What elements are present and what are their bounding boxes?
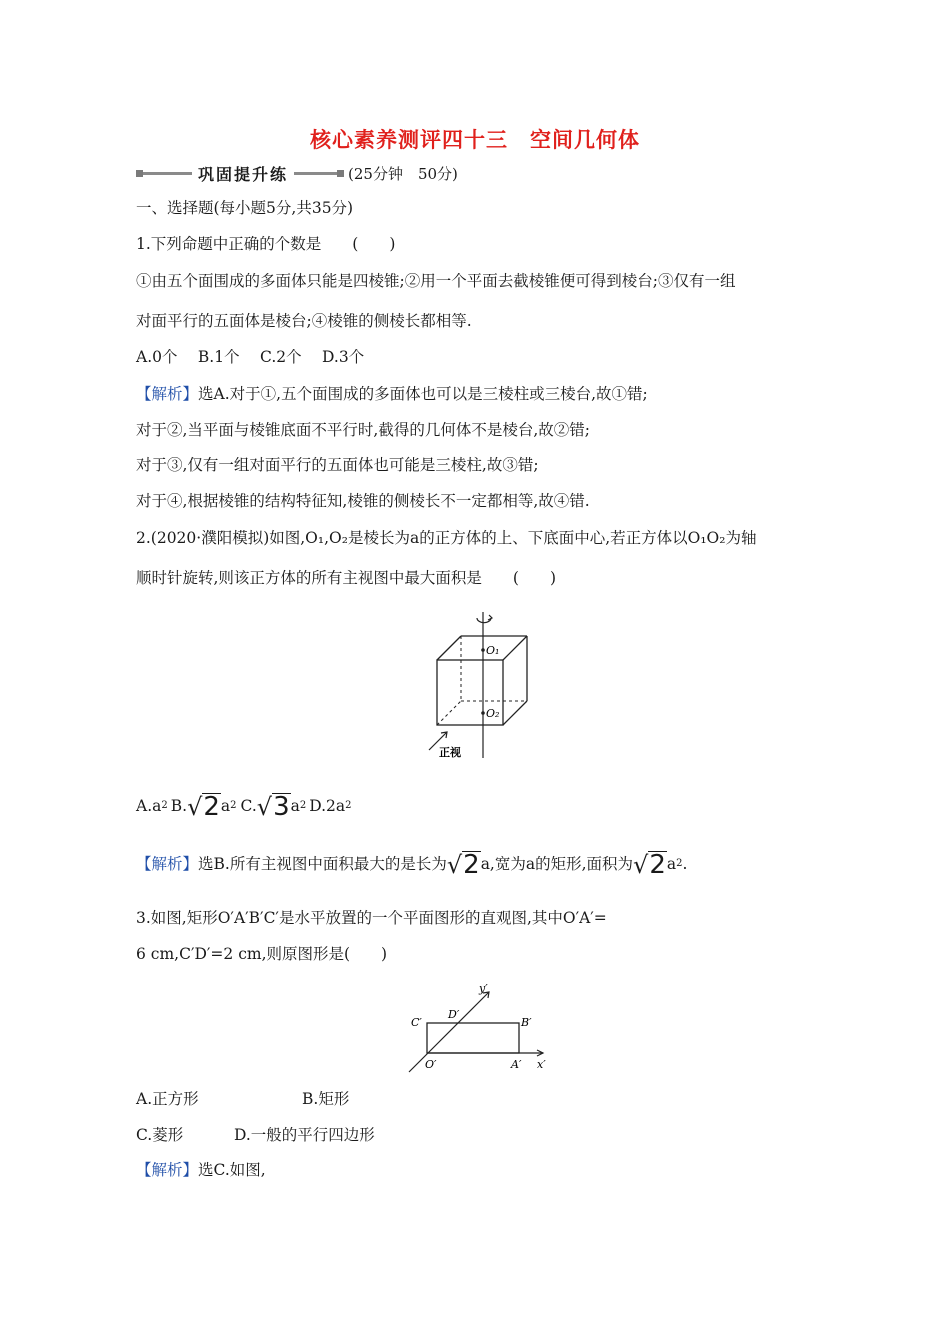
q3-jiexi-tag: 【解析】 — [136, 1161, 199, 1179]
q2-option-a-exp: 2 — [161, 800, 168, 811]
q2-jiexi-tag: 【解析】 — [136, 855, 199, 873]
b-label: B′ — [521, 1016, 532, 1029]
q3-stem-line2: 6 cm,C′D′=2 cm,则原图形是( ) — [136, 945, 388, 963]
q2-options: A.a 2 B. √ 2 a 2 C. √ 3 a 2 D.2a 2 — [136, 791, 352, 822]
y-axis — [409, 992, 489, 1072]
q3-options-row2 — [136, 1125, 375, 1145]
q1-answer-line3: 对于③,仅有一组对面平行的五面体也可能是三棱柱,故③错; — [136, 456, 539, 474]
q3-option-c: C.菱形 — [136, 1126, 184, 1144]
banner-left-bar — [136, 172, 192, 175]
o2-label: O₂ — [486, 707, 500, 720]
rotation-arrow-icon — [477, 618, 491, 623]
d-label: D′ — [448, 1008, 460, 1021]
y-label: y′ — [479, 982, 488, 995]
q2-answer-mid: a,宽为a的矩形,面积为 — [480, 855, 634, 873]
oblique-rectangle-figure — [405, 980, 555, 1075]
banner-time: (25分钟 50分) — [348, 164, 458, 183]
q2-answer-end: a — [666, 855, 677, 873]
q3-option-d: D.一般的平行四边形 — [234, 1126, 375, 1144]
q3-option-b: B.矩形 — [302, 1090, 350, 1108]
a-label: A′ — [511, 1058, 522, 1071]
banner-right-bar — [294, 172, 344, 175]
q2-option-b-a: a — [220, 797, 231, 815]
q2-answer-pre: 选B.所有主视图中面积最大的是长为 — [198, 855, 447, 873]
q3-answer-text: 选C.如图, — [198, 1161, 266, 1179]
q1-answer-line4: 对于④,根据棱锥的结构特征知,棱锥的侧棱长不一定都相等,故④错. — [136, 492, 590, 510]
sqrt2-b: √ 2 — [187, 791, 220, 822]
q2-answer: 【解析】 选B.所有主视图中面积最大的是长为 √ 2 a,宽为a的矩形,面积为 √ 2 a 2 . — [136, 849, 688, 880]
q3-options-row1 — [136, 1089, 350, 1109]
q2-stem-line1: 2.(2020·濮阳模拟)如图,O₁,O₂是棱长为a的正方体的上、下底面中心,若正方体以O₁O₂为轴 — [136, 529, 757, 547]
q1-answer-line1 — [136, 384, 648, 404]
q3-option-a: A.正方形 — [136, 1090, 199, 1108]
section-banner — [136, 162, 458, 184]
o-label: O′ — [425, 1058, 437, 1071]
q3-stem-line1: 3.如图,矩形O′A′B′C′是水平放置的一个平面图形的直观图,其中O′A′= — [136, 909, 607, 927]
front-view-label: 正视 — [439, 746, 461, 759]
sqrt2-ans1: √ 2 — [446, 849, 480, 880]
q1-options: A.0个 B.1个 C.2个 D.3个 — [136, 348, 365, 366]
q2-option-a: A.a — [136, 797, 162, 815]
q1-answer-line2: 对于②,当平面与棱锥底面不平行时,截得的几何体不是棱台,故②错; — [136, 421, 591, 439]
o1-label: O₁ — [486, 644, 500, 657]
c-label: C′ — [411, 1016, 422, 1029]
q1-body-line2: 对面平行的五面体是棱台;④棱锥的侧棱长都相等. — [136, 312, 472, 330]
x-label: x′ — [537, 1058, 546, 1071]
sqrt2-ans2: √ 2 — [633, 849, 666, 880]
q1-body-line1: ①由五个面围成的多面体只能是四棱锥;②用一个平面去截棱锥便可得到棱台;③仅有一组 — [136, 272, 736, 290]
rectangle-oabc — [427, 1023, 519, 1053]
section-heading: 一、选择题(每小题5分,共35分) — [136, 199, 354, 217]
banner-label: 巩固提升练 — [198, 164, 289, 184]
q2-option-c-a: a — [290, 797, 300, 815]
sqrt3-c: √ 3 — [256, 791, 290, 822]
q3-answer — [136, 1160, 266, 1180]
q1-stem: 1.下列命题中正确的个数是 ( ) — [136, 235, 396, 253]
page-title: 核心素养测评四十三 空间几何体 — [310, 128, 640, 152]
q2-stem-line2: 顺时针旋转,则该正方体的所有主视图中最大面积是 ( ) — [136, 569, 557, 587]
q2-option-c: C. — [240, 797, 257, 815]
q2-option-d: D.2a — [309, 797, 346, 815]
q1-answer-text1: 选A.对于①,五个面围成的多面体也可以是三棱柱或三棱台,故①错; — [198, 385, 648, 403]
q1-jiexi-tag: 【解析】 — [136, 385, 199, 403]
q2-option-b: B. — [170, 797, 188, 815]
cube-rotation-figure — [425, 610, 545, 765]
